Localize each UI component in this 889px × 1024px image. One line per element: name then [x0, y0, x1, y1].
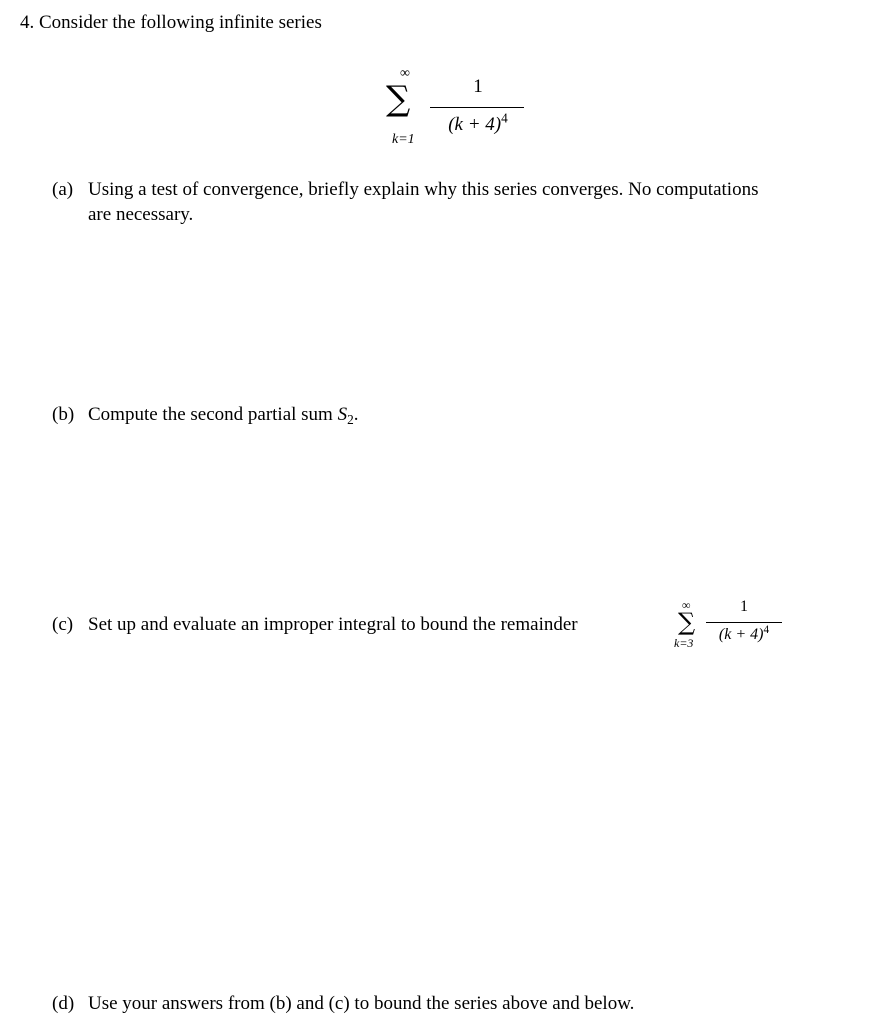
partial-sum-subscript: 2	[347, 411, 354, 427]
remainder-denominator: $(k + 4)^4$	[718, 623, 770, 643]
sum-lower-limit: k=1	[392, 132, 415, 147]
part-a-line2: are necessary.	[88, 204, 194, 225]
part-c-text: Set up and evaluate an improper integral to bound the remainder	[88, 614, 578, 635]
sum-upper-limit: ∞	[400, 66, 410, 81]
remainder-numerator: 1	[740, 598, 748, 615]
series-display	[380, 64, 540, 154]
remainder-sigma: ∑	[678, 608, 696, 636]
part-b-text: Compute the second partial sum $S_2$.	[88, 404, 359, 427]
part-a-line1: Using a test of convergence, briefly explain why this series converges. No computations	[88, 179, 759, 200]
partial-sum-symbol: S	[337, 404, 348, 425]
fraction-denominator: $(k + 4)^4$	[448, 110, 508, 135]
remainder-upper-limit: ∞	[682, 598, 691, 612]
part-d-label: (d)	[52, 993, 75, 1014]
remainder-fraction-bar	[706, 622, 782, 623]
part-c-label: (c)	[52, 614, 74, 635]
sigma-symbol: ∑	[386, 79, 411, 119]
problem-intro: Consider the following infinite series	[39, 12, 322, 33]
part-b-label: (b)	[52, 404, 75, 425]
fraction-bar	[430, 107, 524, 108]
fraction-numerator: 1	[473, 76, 483, 97]
remainder-lower-limit: k=3	[674, 636, 694, 650]
remainder-series	[674, 596, 794, 656]
part-a-label: (a)	[52, 179, 74, 200]
part-d-text: Use your answers from (b) and (c) to bound the series above and below.	[88, 993, 635, 1014]
problem-heading	[20, 11, 322, 35]
problem-number: 4.	[20, 12, 35, 33]
